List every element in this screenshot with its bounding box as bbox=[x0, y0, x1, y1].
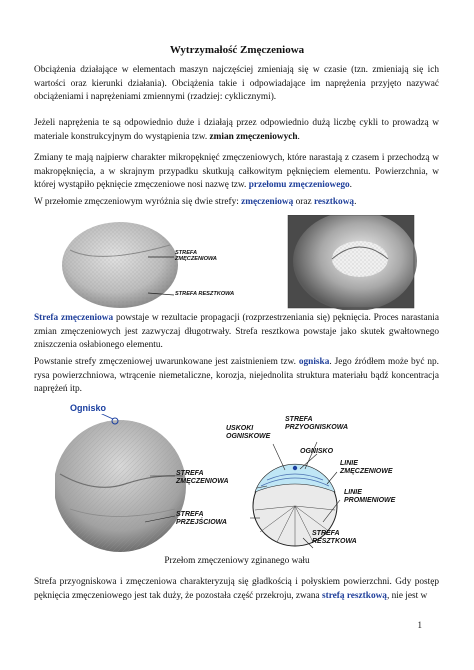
przyogniskowa-line1: STREFA bbox=[285, 416, 313, 423]
paragraph-2 bbox=[34, 117, 439, 144]
label-strefa-zmeczeniowa bbox=[176, 470, 229, 485]
page-title: Wytrzymałość Zmęczeniowa bbox=[169, 44, 305, 56]
label-ognisko: OGNISKO bbox=[300, 448, 334, 455]
przejsciowa-line1: STREFA bbox=[176, 511, 204, 518]
p7-after: , nie jest w bbox=[386, 590, 428, 601]
figure-caption: Przełom zmęczeniowy zginanego wału bbox=[164, 556, 310, 566]
term-przelom: przełomu zmęczeniowego bbox=[248, 180, 350, 190]
p2-text: Jeżeli naprężenia te są odpowiednio duże i działają przez odpowiednio dużą liczbę cykli to prowadzą w materiale konstrukcyjnym do wystąpienia tzw. bbox=[34, 118, 439, 142]
p3-after: . bbox=[349, 180, 352, 190]
fracture-photo-figure bbox=[60, 215, 420, 310]
label-strefa-przyogniskowa bbox=[285, 416, 348, 431]
uskoki-line1: USKOKI bbox=[226, 425, 254, 432]
fig1-label-strefa-resztkowa: STREFA RESZTKOWA bbox=[175, 291, 235, 297]
label-linie-zmeczeniowe bbox=[340, 460, 393, 475]
paragraph-4 bbox=[34, 196, 439, 210]
paragraph-6 bbox=[34, 356, 439, 397]
term-strefa-resztkowa: strefą resztkową bbox=[321, 590, 387, 601]
zmeczeniowa-line2: ZMĘCZENIOWA bbox=[176, 477, 229, 485]
p4-mid: oraz bbox=[295, 197, 312, 207]
linie-zm-line2: ZMĘCZENIOWE bbox=[340, 467, 393, 475]
p4-after: . bbox=[354, 197, 357, 207]
label-linie-promieniowe bbox=[344, 489, 395, 504]
p6-text: Powstanie strefy zmęczeniowej uwarunkowane jest zaistnieniem tzw. bbox=[34, 357, 296, 367]
uskoki-line2: OGNISKOWE bbox=[226, 432, 271, 440]
label-strefa-resztkowa bbox=[312, 530, 357, 545]
linie-pr-line2: PROMIENIOWE bbox=[344, 496, 396, 504]
przyogniskowa-line2: PRZYOGNISKOWA bbox=[285, 423, 349, 431]
p2-after: . bbox=[297, 131, 300, 142]
resztkowa-line2: RESZTKOWA bbox=[312, 537, 357, 545]
p6-after: . Jego źródłem może być np. rysa powierzchniowa, wtrącenie niemetaliczne, korozja, niejednolita struktura materiału bądź koncentracja naprężeń itp. bbox=[34, 357, 439, 394]
fig1-label-strefa-zmeczeniowa bbox=[175, 250, 217, 262]
zmeczeniowa-line1: STREFA bbox=[176, 470, 204, 477]
label-ognisko-top: Ognisko bbox=[70, 403, 107, 413]
resztkowa-line1: STREFA bbox=[312, 530, 340, 537]
p3-text: Zmiany te mają najpierw charakter mikropęknięć zmęczeniowych, które narastają z czasem i przechodzą w makropęknięcia, a w skrajnym przypadku skutkują całkowitym pęknięciem elementu. Powierzchnia, w której wystąpiło pęknięcie zmęczeniowe nosi nazwę tzw. bbox=[34, 153, 439, 190]
paragraph-7 bbox=[34, 576, 439, 603]
page-number: 1 bbox=[417, 620, 422, 630]
przejsciowa-line2: PRZEJŚCIOWA bbox=[176, 518, 227, 526]
p5-text: powstaje w rezultacie propagacji (rozprzestrzeniania się) pęknięcia. Proces narastania zmian zmęczeniowych jest zazwyczaj długotrwały. Strefa resztkowa powstaje jako skutek gwałtownego zniszczenia osłabionego elementu. bbox=[34, 313, 439, 350]
term-resztkowa: resztkową bbox=[313, 197, 355, 207]
linie-pr-line1: LINIE bbox=[344, 489, 362, 496]
label-uskoki-ogniskowe bbox=[226, 425, 270, 440]
term-zmeczeniowa: zmęczeniową bbox=[241, 197, 294, 207]
paragraph-5 bbox=[34, 312, 439, 353]
fig1-label-line1: STREFA bbox=[175, 250, 198, 256]
paragraph-1: Obciążenia działające w elementach maszyn najczęściej zmieniają się w czasie (tzn. zmieniają się ich wartości oraz kierunki działania). Obciążenia takie i odpowiadające im naprężenia przyjęto nazywać obciążeniami i naprężeniami zmiennymi (rzadziej: cyklicznymi). bbox=[34, 65, 439, 102]
fig1-label-line2: ZMĘCZENIOWA bbox=[175, 256, 217, 262]
term-strefa-zmeczeniowa: Strefa zmęczeniowa bbox=[34, 313, 114, 323]
term-ogniska: ogniska bbox=[298, 357, 330, 367]
term-zmiany: zmian zmęczeniowych bbox=[209, 131, 298, 142]
linie-zm-line1: LINIE bbox=[340, 460, 358, 467]
label-strefa-przejsciowa bbox=[176, 511, 227, 526]
p4-text: W przełomie zmęczeniowym wyróżnia się dwie strefy: bbox=[34, 197, 239, 207]
p7-text: Strefa przyogniskowa i zmęczeniowa charakteryzują się gładkością i połyskiem powierzchni. Gdy postęp pęknięcia zmęczeniowego jest tak duży, że pozostała część przekroju, zwana bbox=[34, 577, 439, 601]
paragraph-3 bbox=[34, 152, 439, 193]
